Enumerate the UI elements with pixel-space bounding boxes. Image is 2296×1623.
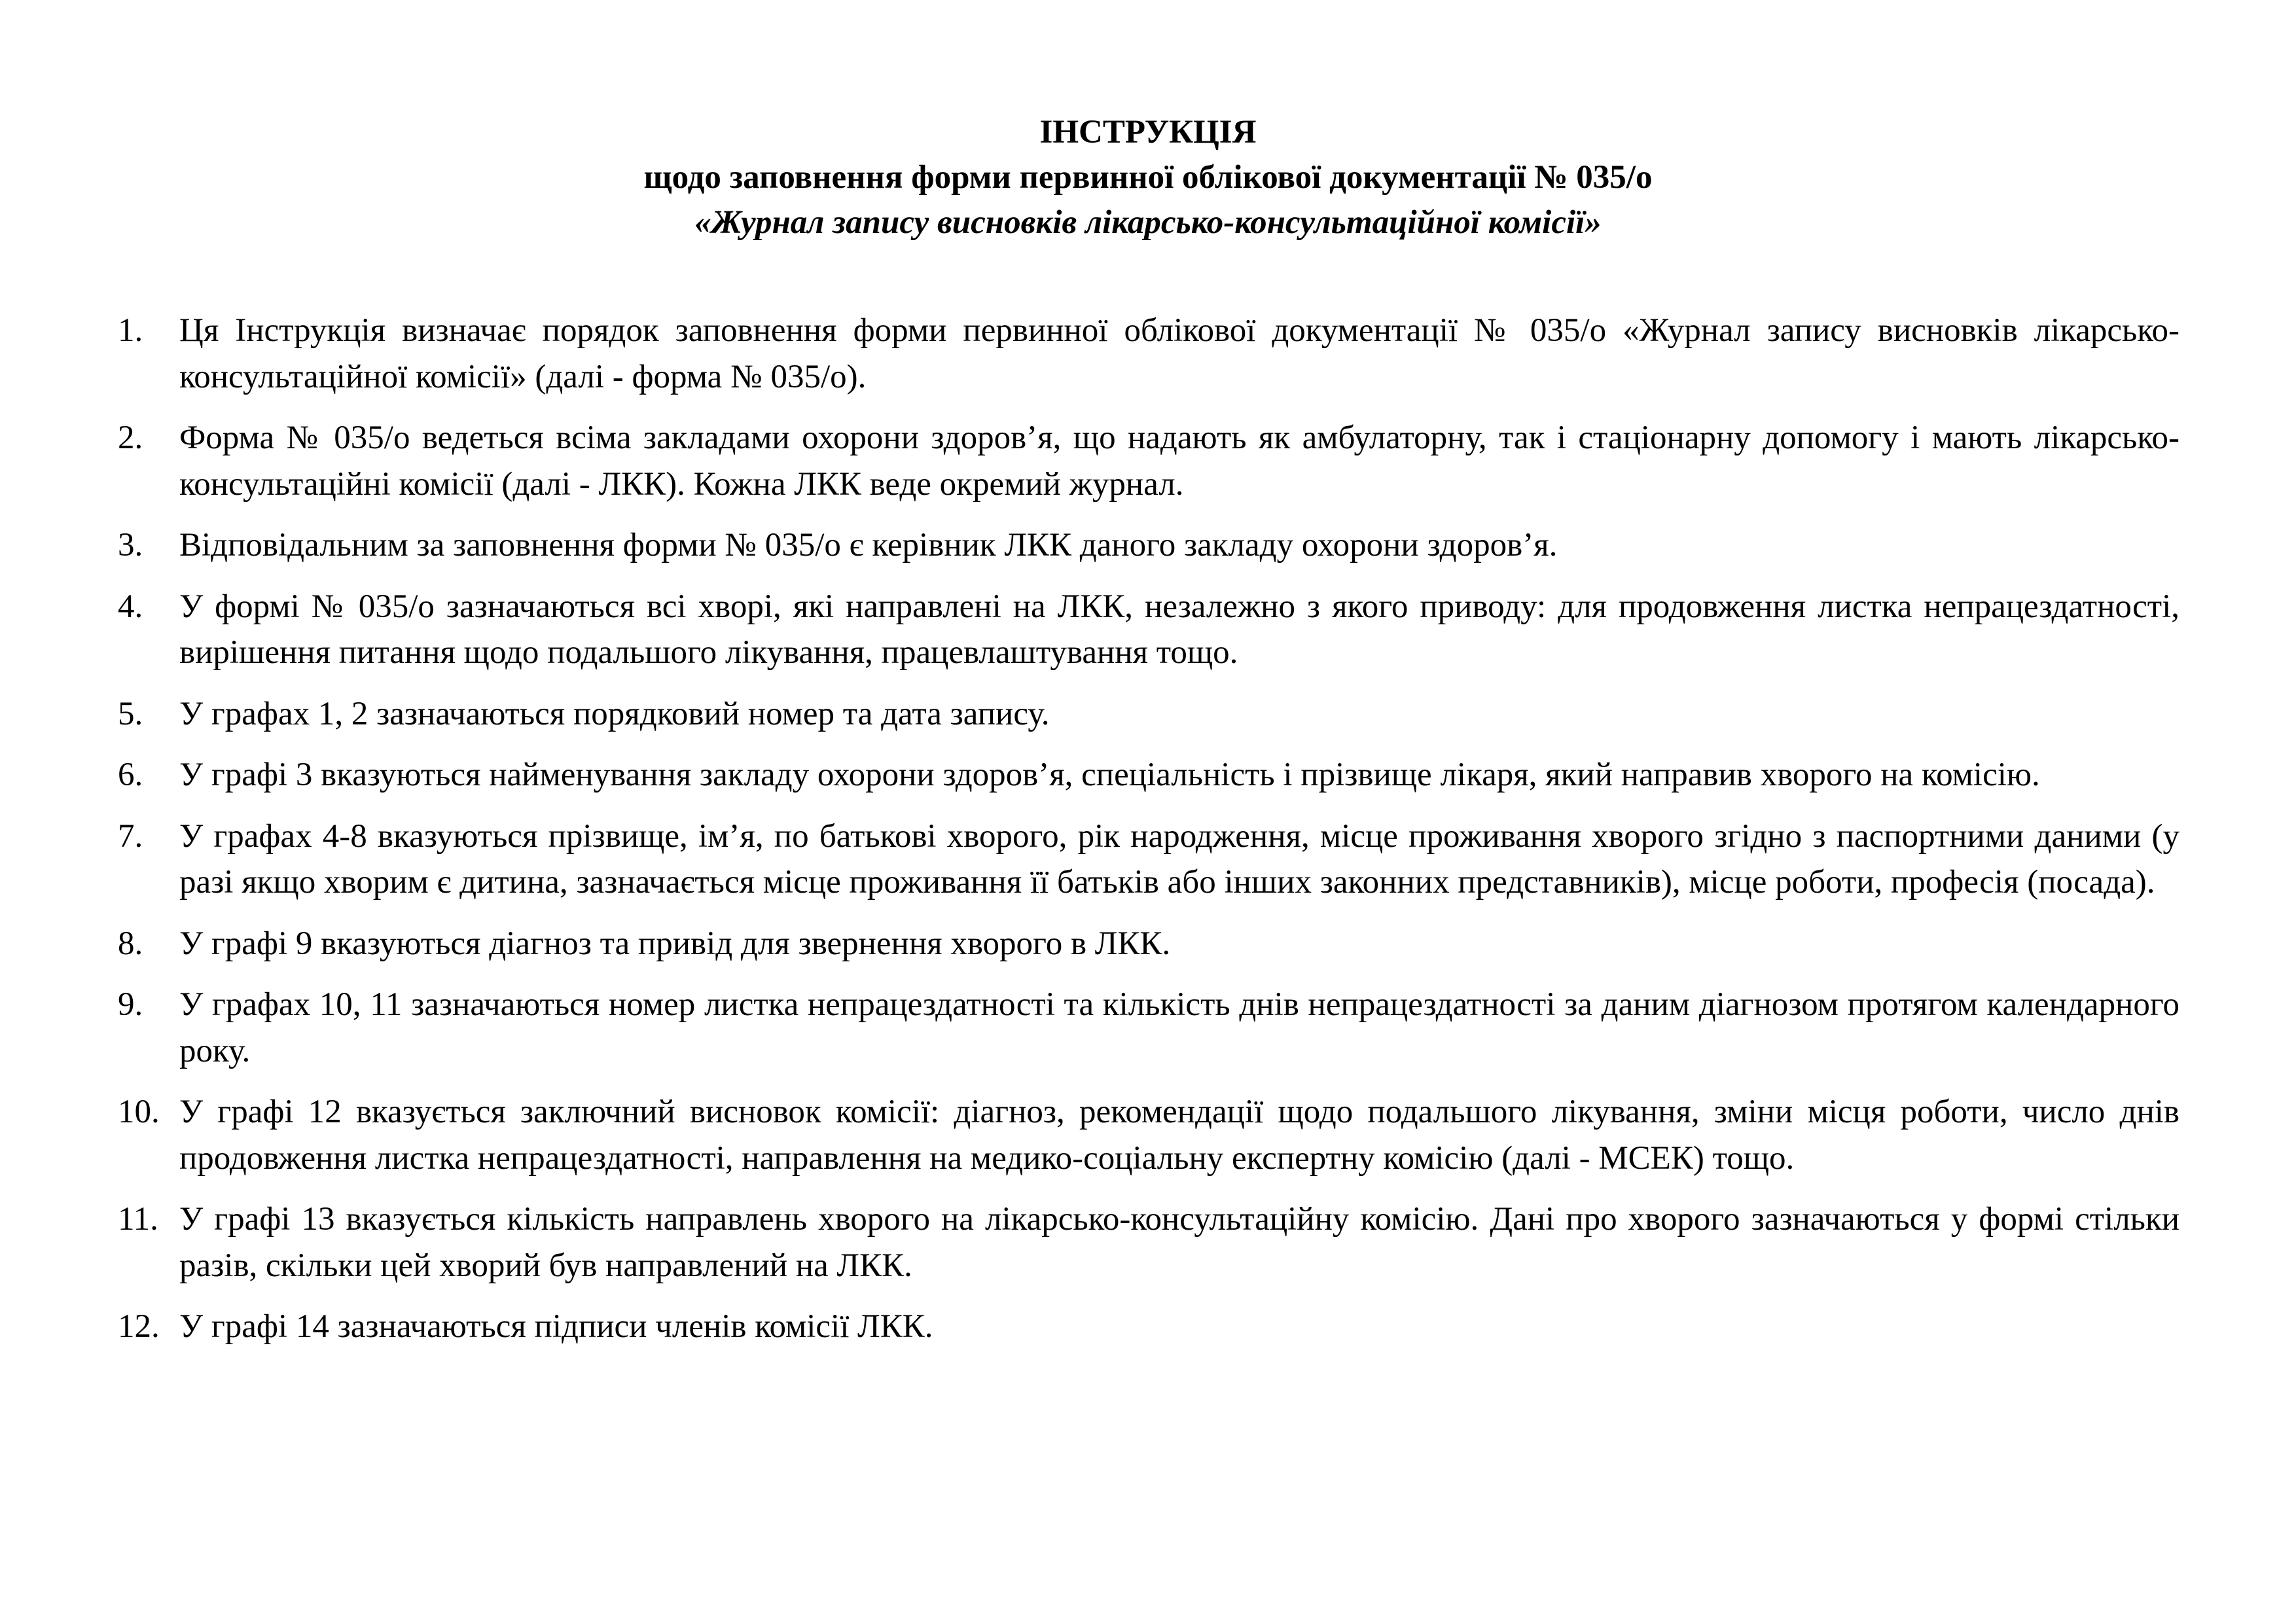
instruction-item-11 (118, 1196, 2179, 1289)
instruction-item-5 (118, 691, 2179, 738)
item-text: У графі 9 вказуються діагноз та привід для звернення хворого в ЛКК. (179, 925, 1171, 962)
instruction-item-10 (118, 1089, 2179, 1181)
item-text: У графі 12 вказується заключний висновок комісії: діагноз, рекомендації щодо подальшого лікування, зміни місця роботи, число днів продовження листка непрацездатності, направлення на медико-соціальну експертну комісію (далі - МСЕК) тощо. (179, 1094, 2179, 1177)
document-title: ІНСТРУКЦІЯ (1039, 114, 1257, 151)
item-number: 7. (118, 817, 143, 855)
item-number: 3. (118, 527, 143, 563)
item-number: 6. (118, 757, 143, 793)
item-number: 10. (118, 1094, 160, 1130)
item-number: 4. (118, 588, 143, 625)
item-text: У графах 4-8 вказуються прізвище, ім’я, по батькові хворого, рік народження, місце проживання хворого згідно з паспортними даними (у разі якщо хворим є дитина, зазначається місце проживання її батьків або інших законних представників), місце роботи, професія (посада). (179, 817, 2179, 901)
item-number: 9. (118, 986, 143, 1023)
item-number: 11. (118, 1201, 158, 1238)
item-text: У графі 13 вказується кількість направлень хворого на лікарсько-консультаційну комісію. Дані про хворого зазначаються у формі стільки разів, скільки цей хворий був направлений на ЛКК. (179, 1201, 2179, 1284)
item-text: Ця Інструкція визначає порядок заповнення форми первинної облікової документації № 035/о «Журнал запису висновків лікарсько-консультаційної комісії» (далі - форма № 035/о). (179, 312, 2179, 395)
document-subtitle: щодо заповнення форми первинної облікової документації № 035/о (643, 159, 1653, 196)
item-text: Відповідальним за заповнення форми № 035/о є керівник ЛКК даного закладу охорони здоров’я. (179, 527, 1558, 563)
item-text: У графах 10, 11 зазначаються номер листка непрацездатності та кількість днів непрацездатності за даним діагнозом протягом календарного року. (179, 986, 2179, 1069)
item-number: 12. (118, 1308, 160, 1345)
instruction-item-8 (118, 921, 2179, 967)
item-text: Форма № 035/о ведеться всіма закладами охорони здоров’я, що надають як амбулаторну, так і стаціонарну допомогу і мають лікарсько-консультаційні комісії (далі - ЛКК). Кожна ЛКК веде окремий журнал. (179, 419, 2179, 503)
instruction-item-3 (118, 522, 2179, 569)
document-heading (118, 110, 2178, 245)
instruction-item-7 (118, 813, 2179, 906)
instruction-item-12 (118, 1304, 2179, 1350)
instruction-item-9 (118, 982, 2179, 1074)
item-text: У графах 1, 2 зазначаються порядковий номер та дата запису. (179, 695, 1050, 732)
instruction-item-1 (118, 308, 2179, 400)
item-text: У формі № 035/о зазначаються всі хворі, які направлені на ЛКК, незалежно з якого приводу: для продовження листка непрацездатності, вирішення питання щодо подальшого лікування, працевлаштування тощо. (179, 588, 2179, 671)
instruction-list (118, 308, 2179, 1365)
journal-name: «Журнал запису висновків лікарсько-консультаційної комісії» (694, 204, 1602, 241)
item-number: 8. (118, 925, 143, 962)
item-number: 5. (118, 695, 143, 732)
item-text: У графі 3 вказуються найменування закладу охорони здоров’я, спеціальність і прізвище лікаря, який направив хворого на комісію. (179, 757, 2040, 793)
item-number: 2. (118, 419, 143, 456)
instruction-item-6 (118, 752, 2179, 798)
instruction-item-2 (118, 415, 2179, 507)
instruction-item-4 (118, 584, 2179, 676)
item-number: 1. (118, 312, 143, 349)
item-text: У графі 14 зазначаються підписи членів комісії ЛКК. (179, 1308, 933, 1345)
